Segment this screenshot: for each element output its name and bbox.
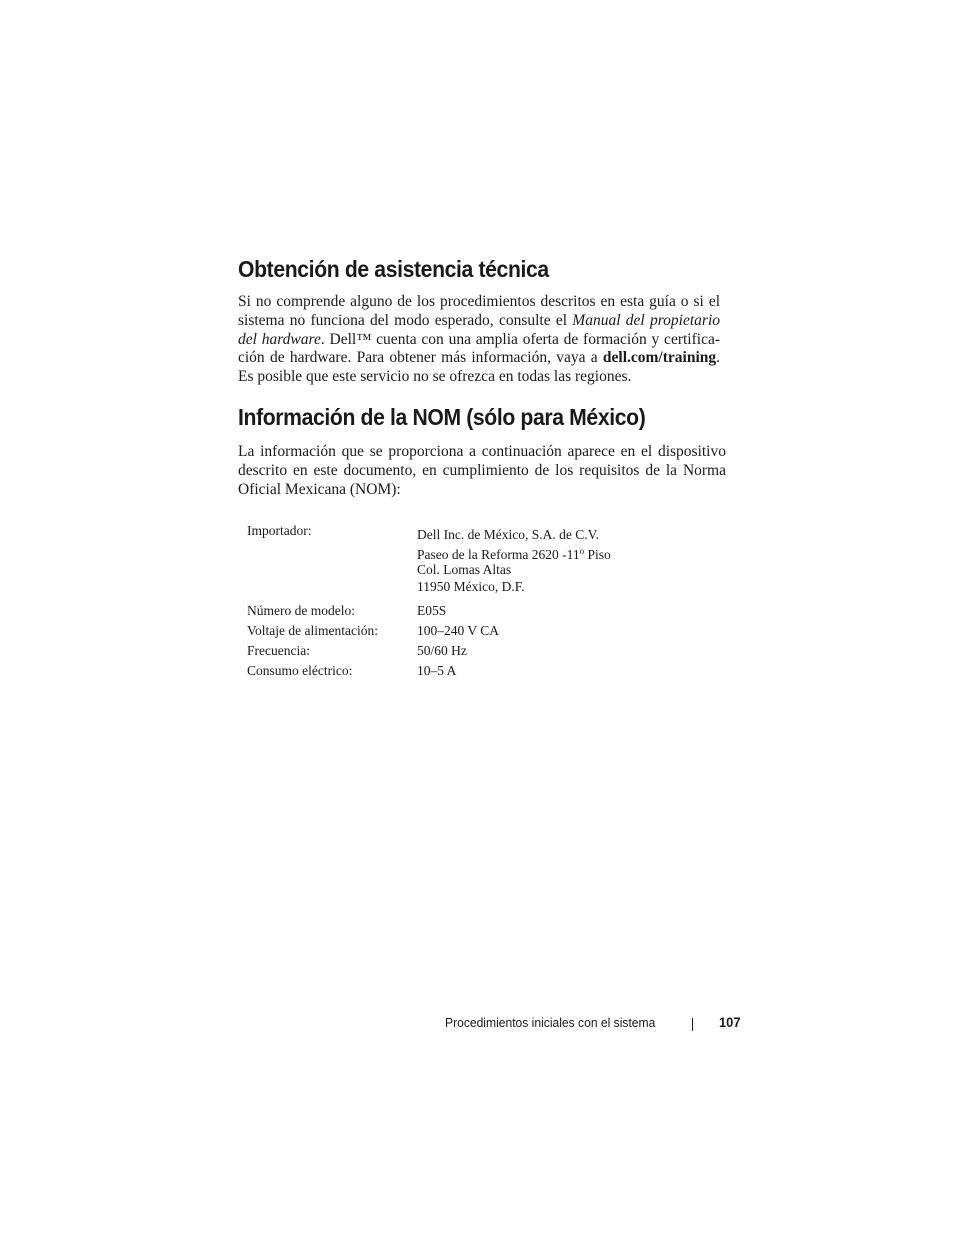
footer-chapter-title: Procedimientos iniciales con el sistema xyxy=(445,1015,656,1030)
section-heading-nom-info: Información de la NOM (sólo para México) xyxy=(238,404,646,430)
training-link[interactable]: dell.com/training xyxy=(602,349,717,367)
paragraph-line: Oficial Mexicana (NOM): xyxy=(238,480,401,498)
importer-name: Dell Inc. de México, S.A. de C.V. xyxy=(417,527,599,542)
paragraph-line: sistema no funciona del modo esperado, consulte el Manual del propietario xyxy=(238,311,720,329)
consumption-label: Consumo eléctrico: xyxy=(247,663,353,678)
paragraph-line: Si no comprende alguno de los procedimientos descritos en esta guía o si el xyxy=(238,293,720,310)
importer-address-line: Col. Lomas Altas xyxy=(417,562,512,577)
voltage-value: 100–240 V CA xyxy=(417,623,500,638)
importer-address-line: 11950 México, D.F. xyxy=(417,579,525,594)
model-value: E05S xyxy=(417,603,447,618)
manual-title-cont: del hardware xyxy=(238,330,321,348)
paragraph-line: La información que se proporciona a continuación aparece en el dispositivo xyxy=(238,443,726,460)
nom-info-paragraph xyxy=(238,443,726,499)
manual-title: Manual del propietario xyxy=(572,311,720,329)
paragraph-line: Es posible que este servicio no se ofrezca en todas las regiones. xyxy=(238,368,632,386)
technical-support-paragraph xyxy=(238,293,720,387)
frequency-label: Frecuencia: xyxy=(247,643,310,658)
model-label: Número de modelo: xyxy=(247,603,355,618)
importer-label: Importador: xyxy=(247,523,312,538)
consumption-value: 10–5 A xyxy=(417,663,457,678)
frequency-value: 50/60 Hz xyxy=(417,643,467,658)
paragraph-line: del hardware. Dell™ cuenta con una amplia oferta de formación y certifica- xyxy=(238,330,720,348)
paragraph-line: ción de hardware. Para obtener más información, vaya a dell.com/training. xyxy=(238,349,720,367)
footer-separator xyxy=(692,1018,693,1031)
voltage-label: Voltaje de alimentación: xyxy=(247,623,378,638)
importer-address-line: Paseo de la Reforma 2620 -11$^o$ Piso xyxy=(417,546,611,562)
section-heading-technical-support: Obtención de asistencia técnica xyxy=(238,256,549,282)
paragraph-line: descrito en este documento, en cumplimiento de los requisitos de la Norma xyxy=(238,461,726,479)
page-number: 107 xyxy=(719,1014,741,1030)
